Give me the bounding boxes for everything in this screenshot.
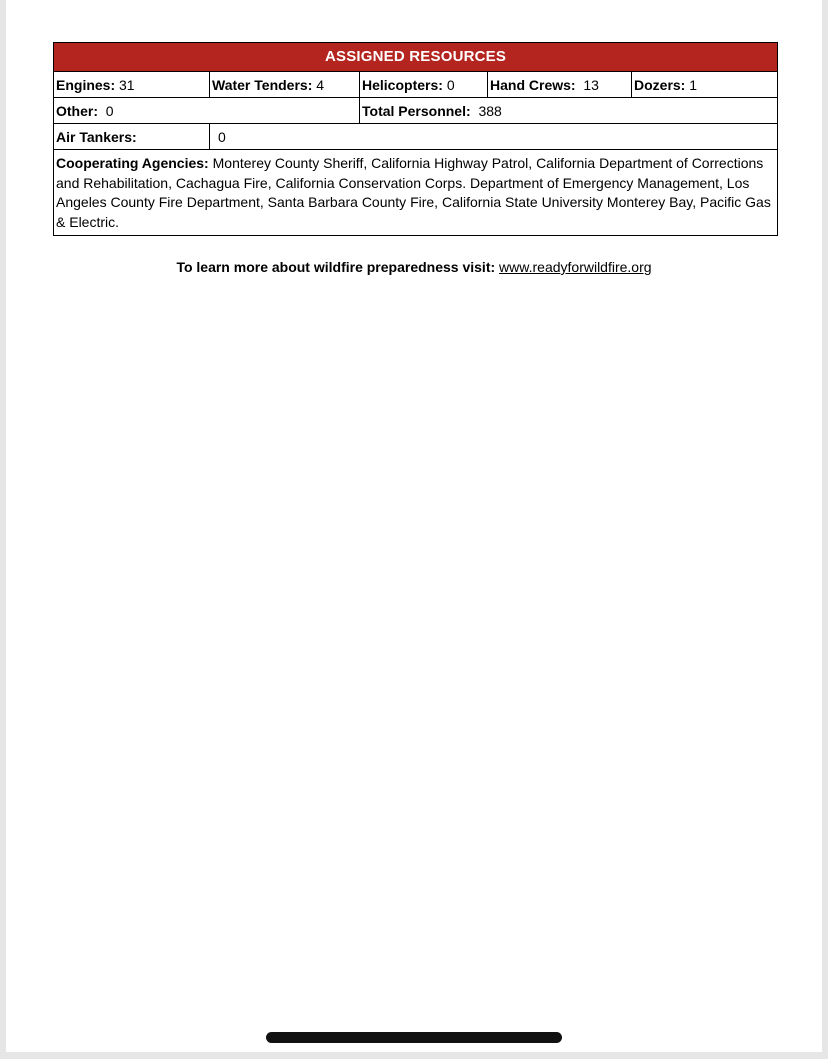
cooperating-agencies-value: Monterey County Sheriff, California Highway Patrol, California Department of Corrections and Rehabilitation, Cachagua Fire, California Conservation Corps. Department of Emergency Management, Los Angeles County Fire Department, Santa Barbara County Fire, California State University Monterey Bay, Pacific Gas & Electric.	[56, 155, 771, 230]
hand-crews-value: 13	[583, 76, 599, 93]
assigned-resources-header: ASSIGNED RESOURCES	[54, 43, 778, 72]
helicopters-label: Helicopters:	[362, 76, 443, 93]
document-page	[6, 0, 822, 1052]
air-tankers-label-cell	[54, 124, 210, 150]
total-personnel-value: 388	[478, 102, 502, 119]
home-indicator-bar[interactable]	[266, 1032, 562, 1043]
cooperating-agencies-cell	[54, 150, 778, 236]
water-tenders-cell	[210, 72, 360, 98]
learn-more-text: To learn more about wildfire preparedness visit:	[176, 259, 496, 275]
water-tenders-value: 4	[316, 76, 325, 93]
air-tankers-value-cell	[210, 124, 778, 150]
hand-crews-cell	[488, 72, 632, 98]
total-personnel-cell	[360, 98, 778, 124]
other-cell	[54, 98, 360, 124]
learn-more-line	[6, 259, 822, 275]
dozers-label: Dozers:	[634, 76, 686, 93]
helicopters-cell	[360, 72, 488, 98]
hand-crews-label: Hand Crews:	[490, 76, 576, 93]
dozers-cell	[632, 72, 778, 98]
assigned-resources-table	[53, 42, 778, 236]
air-tankers-value: 0	[218, 128, 226, 145]
engines-cell	[54, 72, 210, 98]
water-tenders-label: Water Tenders:	[212, 76, 313, 93]
cooperating-agencies-label: Cooperating Agencies:	[56, 155, 209, 171]
readyforwildfire-link[interactable]: www.readyforwildfire.org	[499, 259, 652, 275]
engines-label: Engines:	[56, 76, 116, 93]
engines-value: 31	[119, 76, 135, 93]
helicopters-value: 0	[446, 76, 455, 93]
total-personnel-label: Total Personnel:	[362, 102, 471, 119]
other-label: Other:	[56, 102, 98, 119]
other-value: 0	[105, 102, 114, 119]
dozers-value: 1	[689, 76, 698, 93]
air-tankers-label: Air Tankers:	[56, 128, 137, 145]
